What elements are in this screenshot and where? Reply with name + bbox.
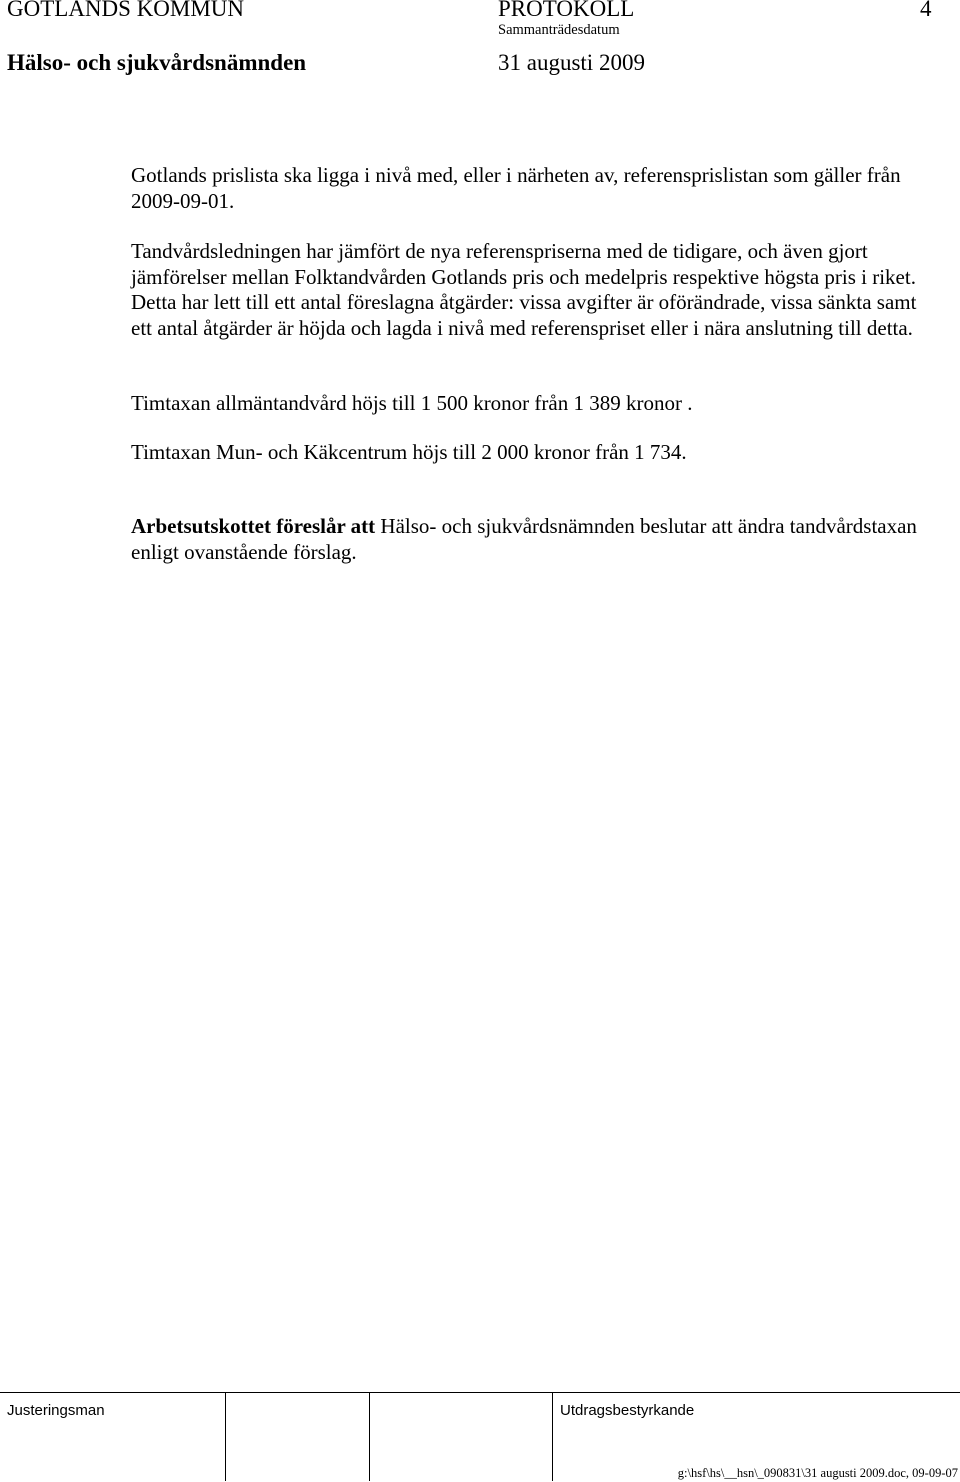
file-path: g:\hsf\hs\__hsn\_090831\31 augusti 2009.doc, 09-09-07 [677, 1466, 958, 1480]
paragraph-price-list: Gotlands prislista ska ligga i nivå med, eller i närheten av, referensprislistan som gäller från 2009-09-01. [131, 163, 901, 213]
paragraph-hourly-rate-general: Timtaxan allmäntandvård höjs till 1 500 kronor från 1 389 kronor . [131, 391, 693, 415]
utdrag-label: Utdragsbestyrkande [560, 1402, 695, 1419]
document-type: PROTOKOLL [498, 0, 635, 21]
signature-box-2 [226, 1393, 370, 1481]
board-name: Hälso- och sjukvårdsnämnden [7, 50, 307, 75]
organization-name: GOTLANDS KOMMUN [7, 0, 245, 21]
paragraph-proposal [131, 514, 931, 565]
justering-label: Justeringsman [7, 1402, 105, 1419]
meeting-date: 31 augusti 2009 [498, 50, 645, 75]
paragraph-hourly-rate-oral-surgery: Timtaxan Mun- och Käkcentrum höjs till 2 000 kronor från 1 734. [131, 440, 687, 464]
meeting-date-label: Sammanträdesdatum [498, 22, 620, 38]
paragraph-comparison: Tandvårdsledningen har jämfört de nya referenspriserna med de tidigare, och även gjort jämförelser mellan Folktandvården Gotlands pris och medelpris respektive högsta pris i riket. Detta har lett till ett antal föreslagna åtgärder: vissa avgifter är oförändrade, vissa sänkta samt ett antal åtgärder är höjda och lagda i nivå med referenspriset eller i nära anslutning till detta. [131, 239, 917, 340]
signature-footer [0, 1392, 960, 1481]
proposal-text: Hälso- och sjukvårdsnämnden beslutar att ändra tandvårdstaxan enligt ovanstående förslag. [131, 514, 917, 564]
signature-box-3 [370, 1393, 553, 1481]
proposal-heading: Arbetsutskottet föreslår att [131, 514, 376, 538]
page-number: 4 [920, 0, 932, 21]
